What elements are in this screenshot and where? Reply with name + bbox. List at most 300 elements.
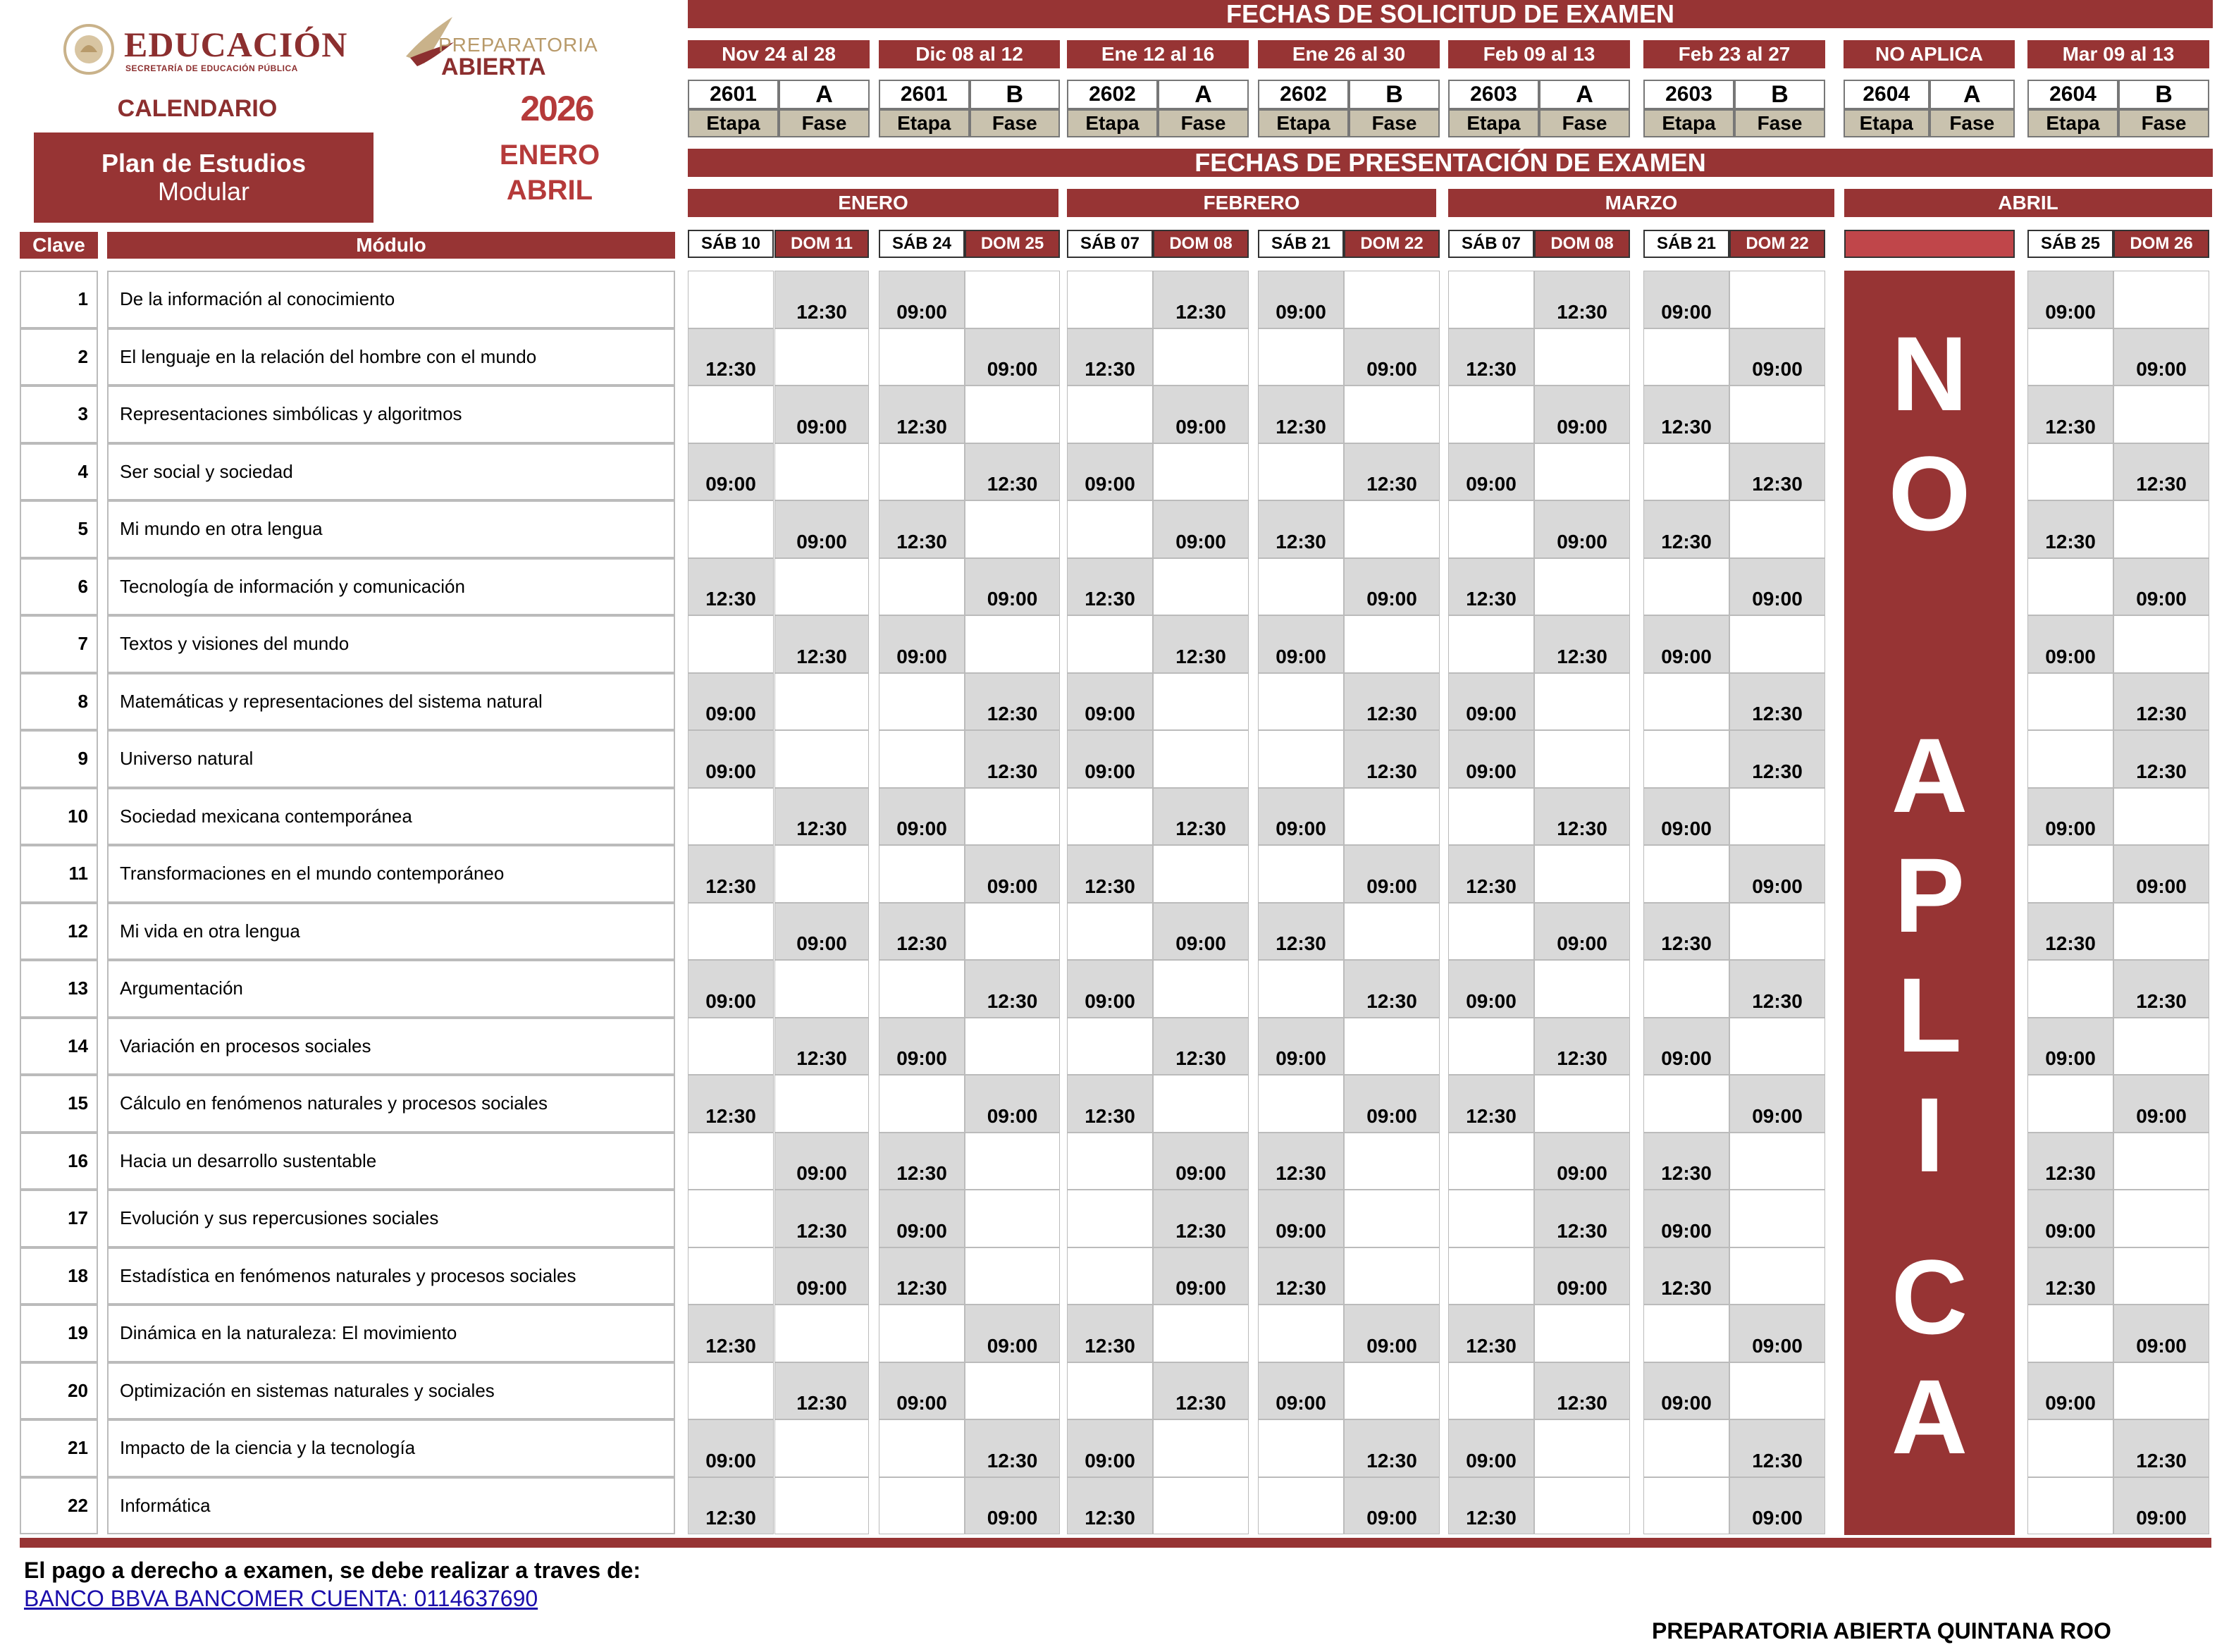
prep-line2: ABIERTA xyxy=(441,54,546,80)
modulo-cell: Sociedad mexicana contemporánea xyxy=(107,788,675,846)
exam-time-cell: 12:30 xyxy=(1258,1247,1344,1305)
exam-time-cell xyxy=(1643,1419,1729,1477)
exam-time-cell xyxy=(965,500,1060,558)
exam-time-cell xyxy=(1258,1305,1344,1362)
clave-cell: 22 xyxy=(20,1477,98,1535)
exam-time-cell: 12:30 xyxy=(1729,960,1825,1018)
clave-header: Clave xyxy=(20,232,98,259)
exam-time-cell: 12:30 xyxy=(2027,500,2113,558)
exam-time-cell: 12:30 xyxy=(1448,1305,1534,1362)
exam-time-cell xyxy=(2113,1190,2209,1247)
exam-time-cell: 12:30 xyxy=(1448,328,1534,386)
exam-time-cell: 09:00 xyxy=(1344,845,1440,903)
exam-time-cell xyxy=(774,1419,869,1477)
exam-time-cell xyxy=(2113,386,2209,443)
exam-time-cell: 12:30 xyxy=(1344,443,1440,501)
exam-time-cell: 09:00 xyxy=(1258,1362,1344,1420)
exam-time-cell: 09:00 xyxy=(1258,1190,1344,1247)
exam-time-cell: 09:00 xyxy=(2027,1018,2113,1075)
request-dates: Feb 09 al 13 xyxy=(1448,40,1630,68)
day-header: DOM 08 xyxy=(1534,230,1630,258)
clave-cell: 5 xyxy=(20,500,98,558)
exam-time-cell: 09:00 xyxy=(1729,328,1825,386)
exam-time-cell: 12:30 xyxy=(965,443,1060,501)
edu-title: EDUCACIÓN xyxy=(124,25,348,64)
fase-label: Fase xyxy=(2118,109,2209,137)
exam-time-cell xyxy=(879,1477,965,1535)
clave-cell: 4 xyxy=(20,443,98,501)
day-header: DOM 26 xyxy=(2113,230,2209,258)
request-dates: Ene 26 al 30 xyxy=(1258,40,1440,68)
exam-time-cell xyxy=(774,1075,869,1133)
modulo-cell: Dinámica en la naturaleza: El movimiento xyxy=(107,1305,675,1362)
exam-time-cell xyxy=(1344,903,1440,961)
presentacion-title: FECHAS DE PRESENTACIÓN DE EXAMEN xyxy=(688,149,2213,177)
etapa-value: 2603 xyxy=(1643,80,1734,109)
exam-time-cell: 09:00 xyxy=(1534,1133,1630,1190)
etapa-value: 2604 xyxy=(1844,80,1929,109)
exam-time-cell xyxy=(1067,1018,1153,1075)
bank-link[interactable]: BANCO BBVA BANCOMER CUENTA: 0114637690 xyxy=(24,1586,538,1611)
exam-time-cell xyxy=(879,558,965,616)
exam-time-cell: 09:00 xyxy=(1729,845,1825,903)
exam-time-cell xyxy=(879,960,965,1018)
exam-time-cell xyxy=(1153,558,1249,616)
exam-time-cell: 09:00 xyxy=(1067,673,1153,731)
day-header: DOM 11 xyxy=(774,230,869,258)
exam-time-cell xyxy=(1643,443,1729,501)
exam-time-cell xyxy=(1534,443,1630,501)
exam-time-cell: 12:30 xyxy=(879,500,965,558)
etapa-value: 2604 xyxy=(2027,80,2118,109)
exam-time-cell xyxy=(2113,271,2209,328)
exam-time-cell: 09:00 xyxy=(1729,1075,1825,1133)
exam-time-cell xyxy=(879,673,965,731)
payment-text: El pago a derecho a examen, se debe realizar a traves de: xyxy=(24,1558,641,1583)
exam-time-cell xyxy=(1534,730,1630,788)
modulo-cell: Textos y visiones del mundo xyxy=(107,615,675,673)
exam-time-cell: 12:30 xyxy=(1067,1075,1153,1133)
exam-time-cell: 12:30 xyxy=(1729,730,1825,788)
exam-time-cell: 09:00 xyxy=(2027,271,2113,328)
exam-time-cell xyxy=(774,845,869,903)
etapa-value: 2601 xyxy=(879,80,970,109)
exam-time-cell xyxy=(1448,903,1534,961)
clave-cell: 18 xyxy=(20,1247,98,1305)
exam-time-cell: 09:00 xyxy=(688,960,774,1018)
exam-time-cell: 09:00 xyxy=(1258,615,1344,673)
exam-time-cell xyxy=(1344,500,1440,558)
month-header: ENERO xyxy=(688,189,1058,217)
request-dates: Mar 09 al 13 xyxy=(2027,40,2209,68)
day-header: SÁB 10 xyxy=(688,230,774,258)
exam-time-cell: 09:00 xyxy=(2113,1477,2209,1535)
modulo-cell: Representaciones simbólicas y algoritmos xyxy=(107,386,675,443)
exam-time-cell xyxy=(1067,903,1153,961)
exam-time-cell xyxy=(1344,1247,1440,1305)
exam-time-cell: 09:00 xyxy=(1344,1075,1440,1133)
exam-time-cell: 12:30 xyxy=(688,1075,774,1133)
exam-time-cell: 09:00 xyxy=(1729,1477,1825,1535)
exam-time-cell xyxy=(774,328,869,386)
exam-time-cell xyxy=(1067,1247,1153,1305)
exam-time-cell xyxy=(688,386,774,443)
exam-time-cell: 12:30 xyxy=(1643,1133,1729,1190)
etapa-label: Etapa xyxy=(2027,109,2118,137)
etapa-value: 2603 xyxy=(1448,80,1539,109)
etapa-label: Etapa xyxy=(1448,109,1539,137)
fase-value: A xyxy=(1158,80,1249,109)
exam-time-cell: 12:30 xyxy=(2113,730,2209,788)
exam-time-cell xyxy=(1258,673,1344,731)
exam-time-cell xyxy=(879,328,965,386)
exam-time-cell: 12:30 xyxy=(1643,500,1729,558)
exam-time-cell: 09:00 xyxy=(774,903,869,961)
day-header: SÁB 21 xyxy=(1258,230,1344,258)
year-label: 2026 xyxy=(520,89,593,128)
request-dates: Ene 12 al 16 xyxy=(1067,40,1249,68)
day-header: DOM 08 xyxy=(1153,230,1249,258)
exam-time-cell xyxy=(1344,788,1440,846)
no-aplica-letter: N xyxy=(1891,314,1968,433)
exam-time-cell xyxy=(1448,386,1534,443)
request-dates: NO APLICA xyxy=(1844,40,2015,68)
exam-time-cell xyxy=(1258,328,1344,386)
exam-time-cell xyxy=(1643,328,1729,386)
exam-time-cell: 09:00 xyxy=(1534,903,1630,961)
no-aplica-letter: L xyxy=(1897,956,1962,1074)
exam-time-cell: 12:30 xyxy=(2027,386,2113,443)
clave-cell: 15 xyxy=(20,1075,98,1133)
exam-time-cell xyxy=(2027,960,2113,1018)
modulo-cell: Mi vida en otra lengua xyxy=(107,903,675,961)
fase-label: Fase xyxy=(1734,109,1825,137)
day-header: SÁB 07 xyxy=(1448,230,1534,258)
prepa-abierta-logo xyxy=(403,14,607,85)
solicitud-title: FECHAS DE SOLICITUD DE EXAMEN xyxy=(688,0,2213,28)
exam-time-cell: 12:30 xyxy=(1258,903,1344,961)
modulo-cell: El lenguaje en la relación del hombre con el mundo xyxy=(107,328,675,386)
exam-time-cell: 12:30 xyxy=(1448,1075,1534,1133)
exam-time-cell xyxy=(1643,673,1729,731)
exam-time-cell: 12:30 xyxy=(1534,1362,1630,1420)
exam-time-cell xyxy=(1258,730,1344,788)
exam-time-cell: 09:00 xyxy=(688,673,774,731)
plan-box xyxy=(34,132,373,223)
exam-time-cell: 12:30 xyxy=(1067,845,1153,903)
educacion-logo xyxy=(61,21,348,85)
exam-time-cell xyxy=(2027,558,2113,616)
exam-time-cell: 12:30 xyxy=(1344,673,1440,731)
exam-time-cell: 12:30 xyxy=(1344,1419,1440,1477)
exam-time-cell: 12:30 xyxy=(1067,1477,1153,1535)
etapa-value: 2602 xyxy=(1258,80,1349,109)
exam-time-cell xyxy=(1258,960,1344,1018)
exam-time-cell: 09:00 xyxy=(2113,1075,2209,1133)
day-header: SÁB 21 xyxy=(1643,230,1729,258)
exam-time-cell xyxy=(1729,386,1825,443)
exam-time-cell xyxy=(688,788,774,846)
exam-time-cell: 09:00 xyxy=(1067,443,1153,501)
exam-time-cell: 12:30 xyxy=(2113,443,2209,501)
exam-time-cell: 09:00 xyxy=(2113,328,2209,386)
modulo-cell: Mi mundo en otra lengua xyxy=(107,500,675,558)
fase-value: A xyxy=(1539,80,1630,109)
exam-time-cell xyxy=(1344,615,1440,673)
exam-time-cell xyxy=(774,558,869,616)
etapa-value: 2602 xyxy=(1067,80,1158,109)
fase-value: A xyxy=(1929,80,2015,109)
exam-time-cell: 12:30 xyxy=(774,1190,869,1247)
exam-time-cell: 09:00 xyxy=(965,328,1060,386)
exam-time-cell xyxy=(1448,1018,1534,1075)
no-aplica-column xyxy=(1844,271,2015,1535)
clave-cell: 12 xyxy=(20,903,98,961)
exam-time-cell xyxy=(2113,1362,2209,1420)
exam-time-cell: 09:00 xyxy=(2027,788,2113,846)
exam-time-cell: 09:00 xyxy=(1534,386,1630,443)
exam-time-cell xyxy=(1643,1477,1729,1535)
exam-time-cell xyxy=(1448,1133,1534,1190)
exam-time-cell xyxy=(1153,960,1249,1018)
exam-time-cell: 12:30 xyxy=(1067,558,1153,616)
exam-time-cell xyxy=(774,673,869,731)
clave-cell: 9 xyxy=(20,730,98,788)
exam-time-cell xyxy=(1153,673,1249,731)
exam-time-cell xyxy=(965,271,1060,328)
clave-cell: 21 xyxy=(20,1419,98,1477)
exam-time-cell: 09:00 xyxy=(2027,615,2113,673)
exam-time-cell: 12:30 xyxy=(965,673,1060,731)
modulo-cell: Tecnología de información y comunicación xyxy=(107,558,675,616)
modulo-cell: De la información al conocimiento xyxy=(107,271,675,328)
exam-time-cell xyxy=(2027,1075,2113,1133)
exam-time-cell xyxy=(2027,328,2113,386)
exam-time-cell xyxy=(1344,1190,1440,1247)
exam-time-cell xyxy=(965,1018,1060,1075)
clave-cell: 16 xyxy=(20,1133,98,1190)
exam-time-cell: 09:00 xyxy=(965,558,1060,616)
exam-time-cell xyxy=(688,1018,774,1075)
exam-time-cell xyxy=(2113,903,2209,961)
exam-time-cell xyxy=(2027,845,2113,903)
fase-label: Fase xyxy=(779,109,870,137)
exam-time-cell: 12:30 xyxy=(688,845,774,903)
exam-time-cell xyxy=(1643,1305,1729,1362)
exam-time-cell: 12:30 xyxy=(1153,1362,1249,1420)
exam-time-cell: 12:30 xyxy=(1729,673,1825,731)
exam-time-cell: 09:00 xyxy=(1258,271,1344,328)
exam-time-cell xyxy=(1729,1018,1825,1075)
modulo-cell: Transformaciones en el mundo contemporáneo xyxy=(107,845,675,903)
exam-time-cell xyxy=(879,730,965,788)
exam-time-cell xyxy=(2113,1247,2209,1305)
exam-time-cell xyxy=(1729,500,1825,558)
exam-time-cell: 09:00 xyxy=(1534,500,1630,558)
exam-time-cell xyxy=(1153,1477,1249,1535)
exam-time-cell xyxy=(2027,443,2113,501)
exam-time-cell xyxy=(1729,788,1825,846)
exam-time-cell: 12:30 xyxy=(1448,1477,1534,1535)
exam-time-cell: 12:30 xyxy=(879,903,965,961)
exam-time-cell: 09:00 xyxy=(1258,1018,1344,1075)
day-header: DOM 22 xyxy=(1344,230,1440,258)
exam-time-cell xyxy=(2113,500,2209,558)
institution-label: PREPARATORIA ABIERTA QUINTANA ROO xyxy=(1652,1618,2111,1644)
exam-time-cell xyxy=(879,1075,965,1133)
exam-time-cell xyxy=(965,615,1060,673)
exam-time-cell xyxy=(1067,1133,1153,1190)
fase-value: B xyxy=(2118,80,2209,109)
exam-time-cell xyxy=(879,845,965,903)
exam-time-cell xyxy=(688,500,774,558)
etapa-label: Etapa xyxy=(1643,109,1734,137)
exam-time-cell xyxy=(1153,1419,1249,1477)
exam-time-cell xyxy=(1729,1362,1825,1420)
clave-cell: 2 xyxy=(20,328,98,386)
exam-time-cell xyxy=(1534,1419,1630,1477)
request-dates: Feb 23 al 27 xyxy=(1643,40,1825,68)
exam-time-cell: 09:00 xyxy=(1153,1247,1249,1305)
modulo-cell: Optimización en sistemas naturales y sociales xyxy=(107,1362,675,1420)
exam-time-cell: 09:00 xyxy=(1448,730,1534,788)
exam-time-cell: 12:30 xyxy=(1729,443,1825,501)
request-dates: Dic 08 al 12 xyxy=(879,40,1060,68)
period-end: ABRIL xyxy=(506,175,593,206)
exam-time-cell: 12:30 xyxy=(1643,903,1729,961)
exam-time-cell xyxy=(1258,558,1344,616)
exam-time-cell xyxy=(1448,1190,1534,1247)
exam-time-cell xyxy=(1729,1190,1825,1247)
exam-time-cell: 12:30 xyxy=(1153,271,1249,328)
exam-time-cell xyxy=(1067,386,1153,443)
exam-time-cell: 09:00 xyxy=(688,1419,774,1477)
exam-time-cell: 12:30 xyxy=(1344,730,1440,788)
exam-time-cell: 09:00 xyxy=(1448,443,1534,501)
exam-time-cell: 09:00 xyxy=(1448,1419,1534,1477)
exam-time-cell: 09:00 xyxy=(879,271,965,328)
exam-time-cell: 12:30 xyxy=(1534,271,1630,328)
exam-time-cell: 12:30 xyxy=(1729,1419,1825,1477)
exam-time-cell: 09:00 xyxy=(774,386,869,443)
exam-time-cell: 09:00 xyxy=(1067,960,1153,1018)
coat-of-arms-icon xyxy=(61,21,117,78)
request-dates: Nov 24 al 28 xyxy=(688,40,870,68)
day-header: DOM 25 xyxy=(965,230,1060,258)
modulo-cell: Variación en procesos sociales xyxy=(107,1018,675,1075)
exam-time-cell xyxy=(1534,673,1630,731)
exam-time-cell: 12:30 xyxy=(1153,615,1249,673)
exam-time-cell xyxy=(774,1477,869,1535)
exam-time-cell xyxy=(688,1362,774,1420)
exam-time-cell: 12:30 xyxy=(1153,788,1249,846)
exam-time-cell xyxy=(774,960,869,1018)
exam-time-cell xyxy=(1153,730,1249,788)
edu-subtitle: SECRETARÍA DE EDUCACIÓN PÚBLICA xyxy=(125,63,298,73)
exam-time-cell xyxy=(1448,271,1534,328)
exam-time-cell xyxy=(1643,1075,1729,1133)
exam-time-cell: 09:00 xyxy=(774,1133,869,1190)
exam-time-cell: 09:00 xyxy=(688,730,774,788)
exam-time-cell xyxy=(1067,615,1153,673)
month-header: FEBRERO xyxy=(1067,189,1436,217)
exam-time-cell: 12:30 xyxy=(965,730,1060,788)
exam-time-cell xyxy=(965,1190,1060,1247)
exam-time-cell: 09:00 xyxy=(1153,1133,1249,1190)
exam-time-cell: 09:00 xyxy=(1534,1247,1630,1305)
modulo-cell: Estadística en fenómenos naturales y procesos sociales xyxy=(107,1247,675,1305)
exam-time-cell xyxy=(1448,500,1534,558)
exam-time-cell xyxy=(1258,443,1344,501)
exam-time-cell xyxy=(2027,1477,2113,1535)
exam-time-cell: 09:00 xyxy=(965,1075,1060,1133)
exam-time-cell xyxy=(688,903,774,961)
exam-time-cell: 12:30 xyxy=(774,1018,869,1075)
fase-value: B xyxy=(1349,80,1440,109)
exam-time-cell xyxy=(1643,730,1729,788)
exam-time-cell xyxy=(1344,1133,1440,1190)
exam-time-cell: 12:30 xyxy=(1643,386,1729,443)
exam-time-cell: 09:00 xyxy=(1448,960,1534,1018)
day-header: SÁB 07 xyxy=(1067,230,1153,258)
exam-time-cell: 12:30 xyxy=(2027,1133,2113,1190)
exam-time-cell: 09:00 xyxy=(1153,500,1249,558)
exam-time-cell: 12:30 xyxy=(1448,845,1534,903)
etapa-value: 2601 xyxy=(688,80,779,109)
exam-time-cell: 09:00 xyxy=(879,1018,965,1075)
exam-time-cell xyxy=(2027,673,2113,731)
exam-time-cell xyxy=(965,1247,1060,1305)
calendar-label: CALENDARIO xyxy=(117,95,278,122)
exam-time-cell: 09:00 xyxy=(774,1247,869,1305)
exam-time-cell xyxy=(2113,788,2209,846)
exam-time-cell: 09:00 xyxy=(1729,558,1825,616)
exam-time-cell: 09:00 xyxy=(1344,1477,1440,1535)
modulo-cell: Matemáticas y representaciones del sistema natural xyxy=(107,673,675,731)
exam-time-cell xyxy=(1153,1075,1249,1133)
exam-time-cell: 09:00 xyxy=(1067,1419,1153,1477)
abril-empty-header xyxy=(1844,230,2015,258)
exam-time-cell xyxy=(1153,845,1249,903)
exam-time-cell: 09:00 xyxy=(965,845,1060,903)
exam-time-cell xyxy=(1344,1018,1440,1075)
etapa-label: Etapa xyxy=(1258,109,1349,137)
exam-time-cell xyxy=(688,271,774,328)
exam-time-cell: 09:00 xyxy=(2113,845,2209,903)
month-header: ABRIL xyxy=(1844,189,2212,217)
modulo-cell: Cálculo en fenómenos naturales y procesos sociales xyxy=(107,1075,675,1133)
clave-cell: 7 xyxy=(20,615,98,673)
exam-time-cell xyxy=(688,615,774,673)
exam-time-cell xyxy=(965,788,1060,846)
day-header: DOM 22 xyxy=(1729,230,1825,258)
exam-time-cell xyxy=(688,1190,774,1247)
exam-time-cell: 12:30 xyxy=(688,328,774,386)
exam-time-cell xyxy=(1729,903,1825,961)
modulo-cell: Universo natural xyxy=(107,730,675,788)
clave-cell: 19 xyxy=(20,1305,98,1362)
no-aplica-letter: A xyxy=(1891,716,1968,834)
day-header: SÁB 25 xyxy=(2027,230,2113,258)
exam-time-cell xyxy=(1258,845,1344,903)
exam-time-cell: 12:30 xyxy=(2113,1419,2209,1477)
exam-time-cell xyxy=(1534,558,1630,616)
fase-label: Fase xyxy=(1158,109,1249,137)
exam-time-cell: 12:30 xyxy=(774,615,869,673)
exam-time-cell: 12:30 xyxy=(2113,673,2209,731)
fase-label: Fase xyxy=(1349,109,1440,137)
clave-cell: 17 xyxy=(20,1190,98,1247)
